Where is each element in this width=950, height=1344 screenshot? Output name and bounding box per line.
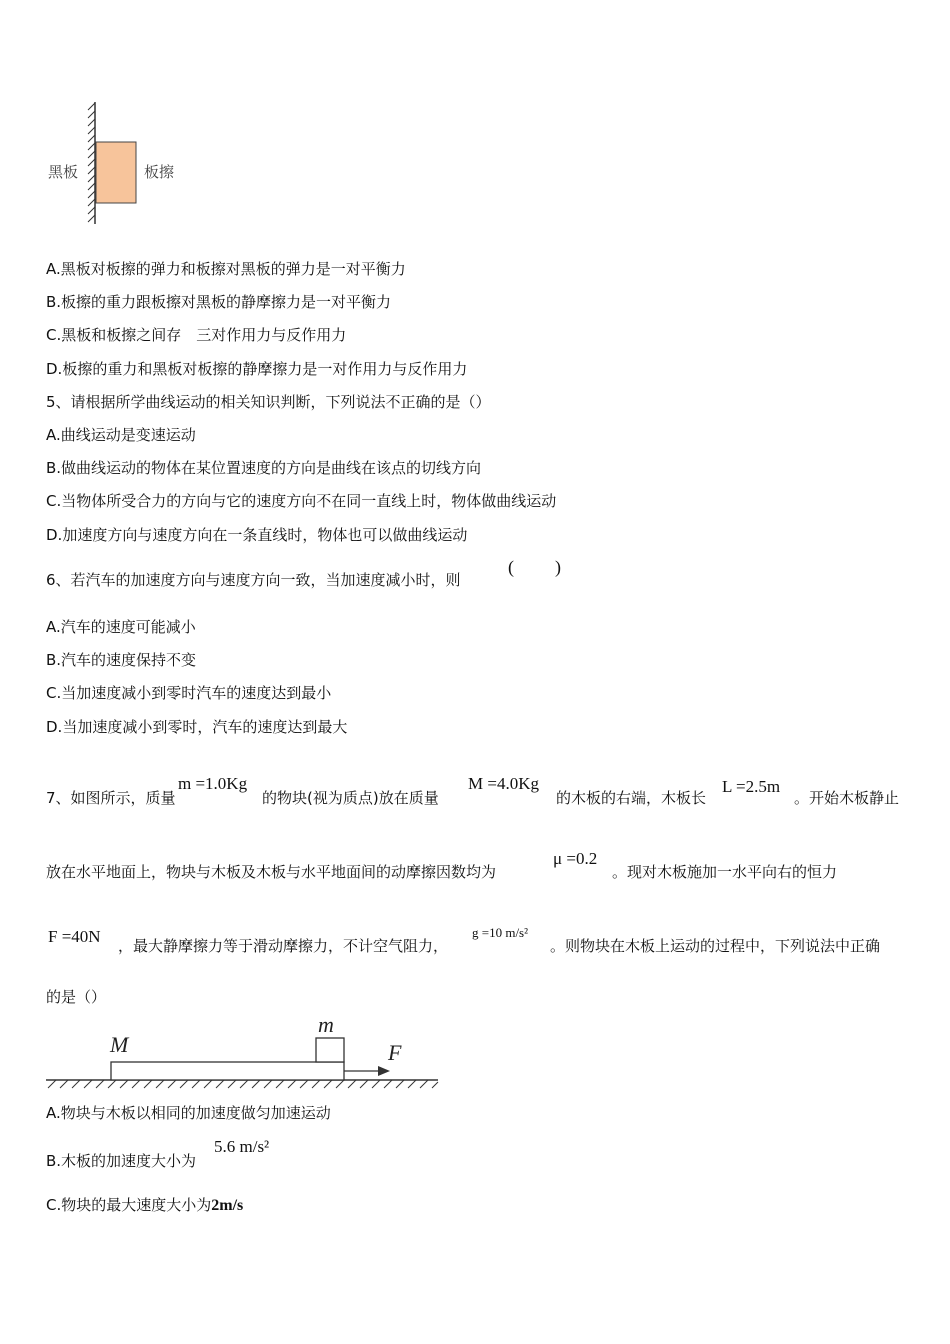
q5-option-a: A.曲线运动是变速运动: [46, 426, 196, 444]
q5-option-d: D.加速度方向与速度方向在一条直线时，物体也可以做曲线运动: [46, 526, 468, 544]
block-rect: [316, 1038, 344, 1062]
q6-stem: 6、若汽车的加速度方向与速度方向一致，当加速度减小时，则: [46, 571, 461, 589]
force-F-formula: F =40N: [48, 927, 101, 946]
q7-option-c-text: C.物块的最大速度大小为: [46, 1196, 212, 1214]
q4-option-c: C.黑板和板擦之间存 三对作用力与反作用力: [46, 326, 347, 344]
q6-option-d: D.当加速度减小到零时，汽车的速度达到最大: [46, 718, 348, 736]
q6-paren-close: ): [555, 557, 561, 577]
block-mass-label: m: [318, 1012, 334, 1037]
q6-option-c: C.当加速度减小到零时汽车的速度达到最小: [46, 684, 332, 702]
eraser-block: [96, 142, 136, 203]
blackboard-label: 黑板: [48, 163, 79, 181]
q5-stem: 5、请根据所学曲线运动的相关知识判断，下列说法不正确的是（）: [46, 393, 491, 411]
eraser-label: 板擦: [144, 163, 175, 181]
q7-option-a: A.物块与木板以相同的加速度做匀加速运动: [46, 1104, 331, 1122]
board-mass-label: M: [110, 1032, 129, 1057]
q4-option-b: B.板擦的重力跟板擦对黑板的静摩擦力是一对平衡力: [46, 293, 392, 311]
q6-option-a: A.汽车的速度可能减小: [46, 618, 196, 636]
force-label: F: [388, 1040, 402, 1065]
q7-option-b-value: 5.6 m/s²: [214, 1137, 270, 1156]
friction-mu-formula: μ =0.2: [553, 849, 598, 868]
q6-paren-open: (: [508, 557, 514, 577]
gravity-g-formula: g =10 m/s²: [472, 925, 529, 940]
board-rect: [111, 1062, 344, 1080]
q7-option-b: B.木板的加速度大小为: [46, 1152, 197, 1170]
q4-option-a: A.黑板对板擦的弹力和板擦对黑板的弹力是一对平衡力: [46, 260, 406, 278]
length-L-formula: L =2.5m: [722, 777, 781, 796]
q6-option-b: B.汽车的速度保持不变: [46, 651, 197, 669]
mass-m-formula: m =1.0Kg: [178, 774, 248, 793]
board-block-graphic: [44, 1010, 444, 1090]
q4-option-d: D.板擦的重力和黑板对板擦的静摩擦力是一对作用力与反作用力: [46, 360, 468, 378]
q5-option-b: B.做曲线运动的物体在某位置速度的方向是曲线在该点的切线方向: [46, 459, 482, 477]
q7-option-c: [46, 1195, 243, 1216]
mass-M-formula: M =4.0Kg: [468, 774, 539, 793]
q7-option-c-value: 2m/s: [211, 1197, 244, 1214]
wall-hatch-graphic: [80, 98, 150, 228]
q5-option-c: C.当物体所受合力的方向与它的速度方向不在同一直线上时，物体做曲线运动: [46, 492, 557, 510]
